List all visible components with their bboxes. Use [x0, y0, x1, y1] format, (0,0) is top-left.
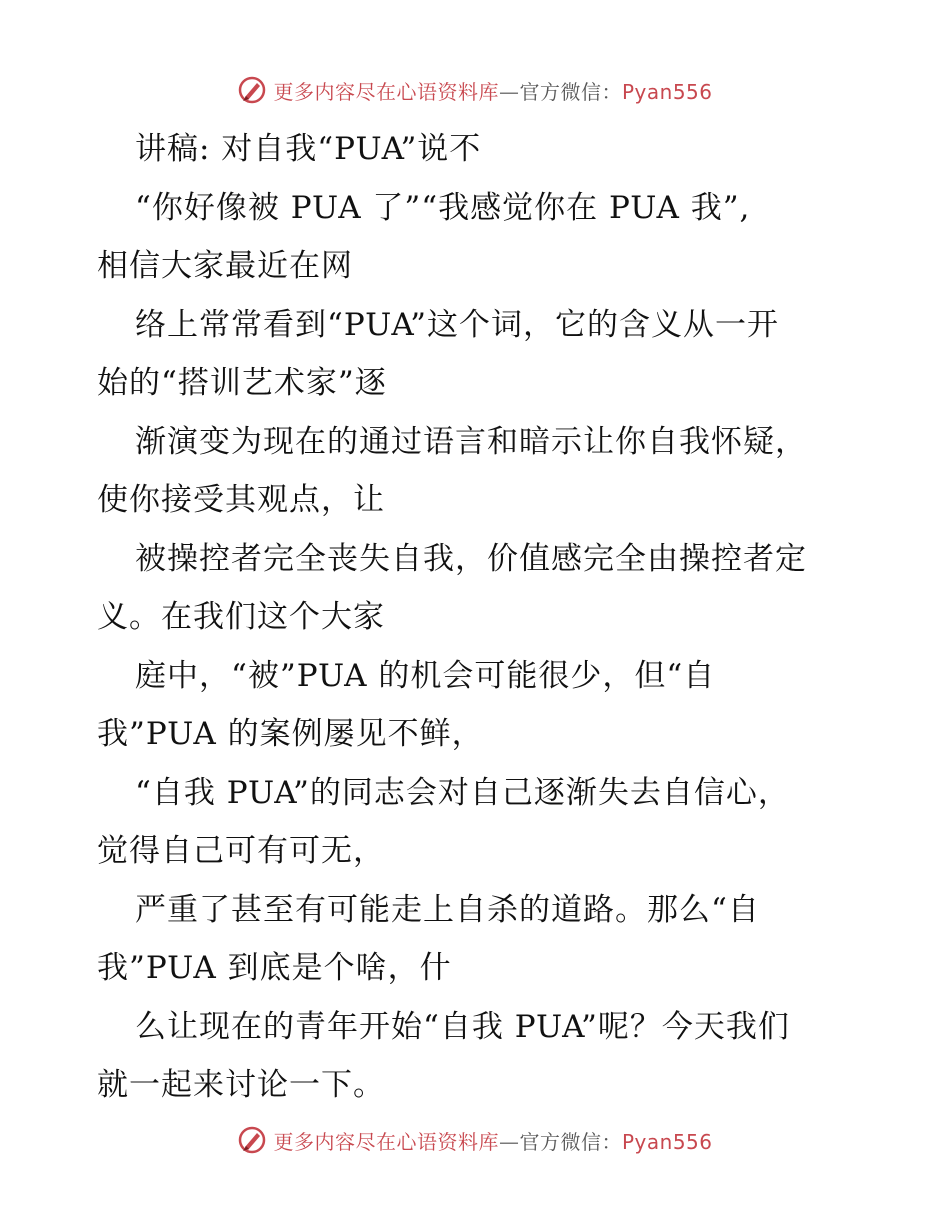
doc-line: 庭中，“被”PUA 的机会可能很少，但“自	[135, 657, 716, 694]
document-body	[97, 120, 867, 1115]
doc-line: 么让现在的青年开始“自我 PUA”呢？今天我们	[135, 1008, 790, 1045]
pen-circle-logo-icon	[237, 1125, 267, 1155]
doc-line: 始的“搭训艺术家”逐	[97, 365, 387, 401]
doc-title-line: 讲稿: 对自我“PUA”说不	[135, 131, 482, 167]
doc-line: 觉得自己可有可无，	[97, 833, 385, 869]
doc-line: 就一起来讨论一下。	[97, 1067, 385, 1103]
watermark-text	[273, 76, 712, 105]
doc-line: 相信大家最近在网	[97, 248, 353, 284]
doc-line: “你好像被 PUA 了”“我感觉你在 PUA 我”,	[135, 189, 751, 226]
doc-line: 我”PUA 的案例屡见不鲜，	[97, 716, 484, 752]
watermark-wechat-label: 官方微信：	[519, 1129, 622, 1154]
doc-line: 渐演变为现在的通过语言和暗示让你自我怀疑，	[135, 423, 807, 460]
doc-line: 使你接受其观点，让	[97, 482, 385, 518]
footer-watermark-banner	[0, 1120, 950, 1160]
watermark-site: 更多内容尽在心语资料库	[273, 1129, 499, 1154]
pen-circle-logo-icon	[237, 75, 267, 105]
doc-line: 严重了甚至有可能走上自杀的道路。那么“自	[135, 891, 760, 928]
doc-line: 被操控者完全丧失自我，价值感完全由操控者定	[135, 540, 807, 577]
doc-line: 络上常常看到“PUA”这个词，它的含义从一开	[135, 306, 780, 343]
watermark-account: Pyan556	[621, 79, 713, 104]
watermark-wechat-label: 官方微信：	[519, 79, 622, 104]
watermark-text	[273, 1126, 712, 1155]
doc-line: “自我 PUA”的同志会对自己逐渐失去自信心，	[135, 774, 790, 811]
header-watermark-banner	[0, 70, 950, 110]
watermark-dash: —	[498, 79, 520, 104]
watermark-dash: —	[498, 1129, 520, 1154]
doc-line: 义。在我们这个大家	[97, 599, 385, 635]
watermark-account: Pyan556	[621, 1129, 713, 1154]
doc-line: 我”PUA 到底是个啥，什	[97, 950, 452, 986]
watermark-site: 更多内容尽在心语资料库	[273, 79, 499, 104]
